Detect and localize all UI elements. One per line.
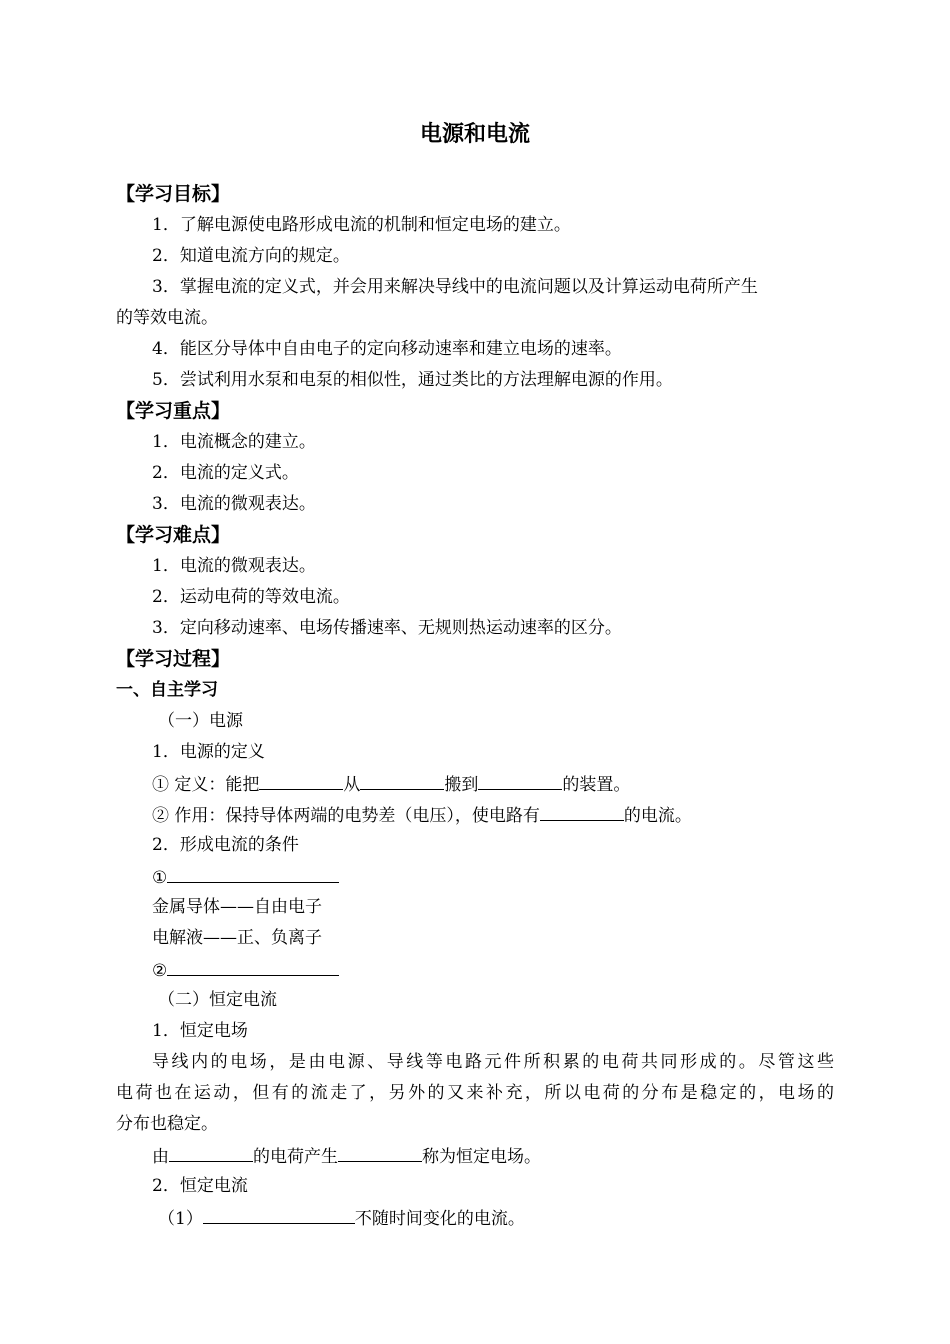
fill-blank[interactable] xyxy=(259,768,343,790)
goal-item-1: 1．了解电源使电路形成电流的机制和恒定电场的建立。 xyxy=(152,215,571,235)
section-heading-process: 【学习过程】 xyxy=(116,648,231,670)
paragraph-line-3: 分布也稳定。 xyxy=(116,1114,218,1134)
condition-2-marker: ② xyxy=(152,961,168,981)
fill-blank[interactable] xyxy=(167,954,339,976)
fill-blank[interactable] xyxy=(169,1140,253,1162)
part-heading-self-study: 一、自主学习 xyxy=(116,680,218,700)
section-heading-goals: 【学习目标】 xyxy=(116,183,231,205)
item-current-conditions: 2．形成电流的条件 xyxy=(152,835,299,855)
condition-2-fill-line xyxy=(152,954,872,987)
item-steady-current: 2．恒定电流 xyxy=(152,1176,248,1196)
metal-conductor-text: 金属导体——自由电子 xyxy=(152,897,322,917)
current-text-a: （1） xyxy=(158,1209,203,1229)
steady-current-fill-line xyxy=(158,1202,878,1235)
condition-1-fill-line xyxy=(152,861,872,894)
electrolyte-text: 电解液——正、负离子 xyxy=(152,928,322,948)
subsection-steady-current: （二）恒定电流 xyxy=(158,990,277,1010)
key-point-item-3: 3．电流的微观表达。 xyxy=(152,494,316,514)
definition-text-a: ① 定义：能把 xyxy=(152,775,260,795)
item-steady-field: 1．恒定电场 xyxy=(152,1021,248,1041)
goal-item-5: 5．尝试利用水泵和电泵的相似性，通过类比的方法理解电源的作用。 xyxy=(152,370,673,390)
condition-1-marker: ① xyxy=(152,868,168,888)
fill-blank[interactable] xyxy=(203,1202,355,1224)
definition-text-b: 从 xyxy=(343,775,361,795)
definition-text-c: 搬到 xyxy=(444,775,479,795)
goal-item-4: 4．能区分导体中自由电子的定向移动速率和建立电场的速率。 xyxy=(152,339,622,359)
difficulty-item-1: 1．电流的微观表达。 xyxy=(152,556,316,576)
goal-item-3: 3．掌握电流的定义式，并会用来解决导线中的电流问题以及计算运动电荷所产生 xyxy=(152,277,758,297)
section-heading-difficulties: 【学习难点】 xyxy=(116,524,231,546)
role-text-b: 的电流。 xyxy=(623,806,692,826)
key-point-item-1: 1．电流概念的建立。 xyxy=(152,432,316,452)
fill-blank[interactable] xyxy=(540,799,624,821)
field-text-a: 由 xyxy=(152,1147,169,1167)
fill-blank[interactable] xyxy=(360,768,444,790)
fill-blank[interactable] xyxy=(478,768,562,790)
page-title: 电源和电流 xyxy=(419,122,530,147)
current-text-b: 不随时间变化的电流。 xyxy=(354,1209,525,1229)
fill-blank[interactable] xyxy=(167,861,339,883)
definition-fill-line xyxy=(152,768,872,801)
paragraph-line-1: 导线内的电场，是由电源、导线等电路元件所积累的电荷共同形成的。尽管这些 xyxy=(152,1052,834,1072)
goal-item-2: 2．知道电流方向的规定。 xyxy=(152,246,350,266)
difficulty-item-3: 3．定向移动速率、电场传播速率、无规则热运动速率的区分。 xyxy=(152,618,622,638)
role-text-a: ② 作用：保持导体两端的电势差（电压），使电路有 xyxy=(152,806,540,826)
role-fill-line xyxy=(152,799,872,832)
field-text-b: 的电荷产生 xyxy=(253,1147,338,1167)
field-text-c: 称为恒定电场。 xyxy=(422,1147,541,1167)
subsection-power-source: （一）电源 xyxy=(158,711,243,731)
goal-item-3-continued: 的等效电流。 xyxy=(116,308,218,328)
section-heading-key-points: 【学习重点】 xyxy=(116,400,231,422)
fill-blank[interactable] xyxy=(338,1140,422,1162)
paragraph-line-2: 电荷也在运动，但有的流走了，另外的又来补充，所以电荷的分布是稳定的，电场的 xyxy=(116,1083,834,1103)
item-power-definition: 1．电源的定义 xyxy=(152,742,265,762)
steady-field-fill-line xyxy=(152,1140,872,1173)
difficulty-item-2: 2．运动电荷的等效电流。 xyxy=(152,587,350,607)
key-point-item-2: 2．电流的定义式。 xyxy=(152,463,299,483)
definition-text-d: 的装置。 xyxy=(562,775,631,795)
